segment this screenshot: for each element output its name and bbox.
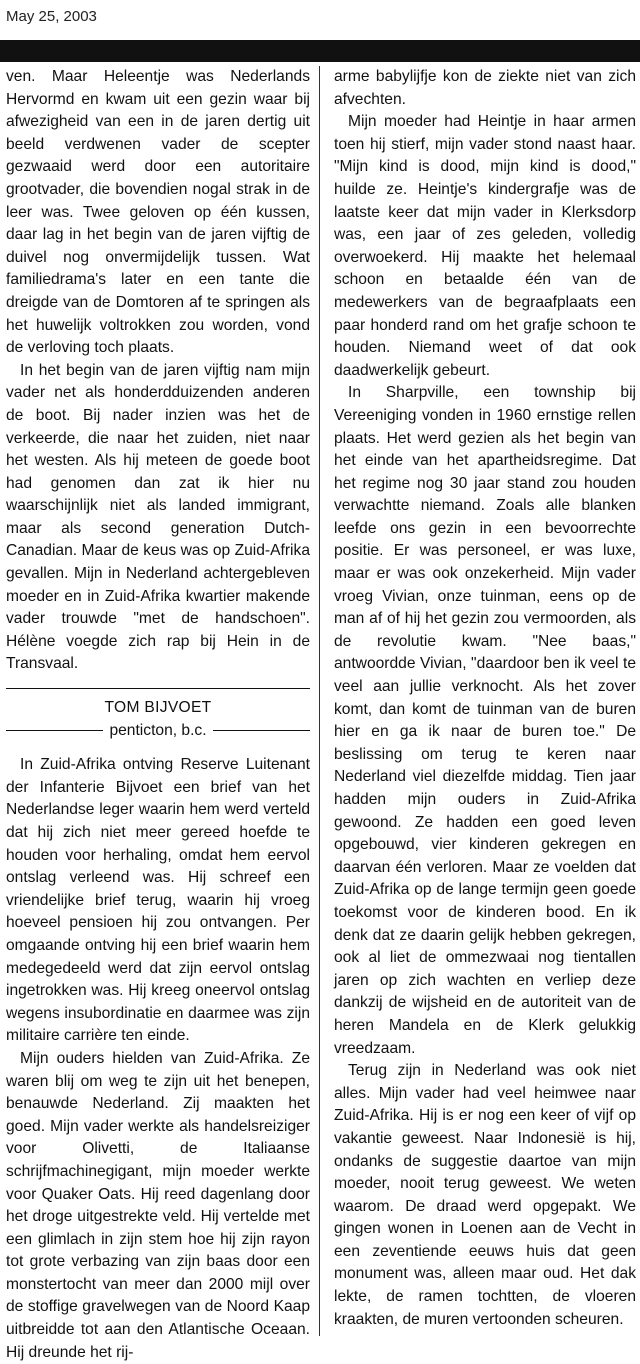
left-column bbox=[6, 66, 310, 1364]
paragraph: In het begin van de jaren vijftig nam mijn vader net als honderdduizenden anderen de boot. Bij nader inzien was het de verkeerde, die naar het zuiden, niet naar het westen. Als hij meteen de goede boot had genomen dan zat ik hier nu waarschijnlijk niet als landed immigrant, maar als second generation Dutch-Canadian. Maar de keus was op Zuid-Afrika gevallen. Mijn in Nederland achtergebleven moeder en in Zuid-Afrika kwartier makende vader trouwde "met de handschoen". Hélène voegde zich rap bij Hein in de Transvaal. bbox=[6, 361, 310, 673]
signature-rule bbox=[6, 688, 310, 689]
paragraph: In Sharpville, een township bij Vereeniging vonden in 1960 ernstige rellen plaats. Het werd gezien als het begin van het einde van het apartheidsregime. Dat het regime nog 30 jaar stand zou houden verwachtte niemand. Zoals alle blanken leefde ons gezin in een bevoorrechte positie. Er was personeel, er was luxe, maar er was ook onzekerheid. Mijn vader vroeg Vivian, onze tuinman, eens op de man af of hij het gezin zou vermoorden, als de revolutie kwam. "Nee baas," antwoordde Vivian, "daardoor ben ik veel te veel aan jullie verknocht. Als het zover komt, dan komt de tuinman van de buren hier en ga ik naar de buren toe." De beslissing om terug te keren naar Nederland viel diezelfde middag. Tien jaar hadden mijn ouders in Zuid-Afrika gewoond. Ze hadden een goed leven opgebouwd, vier kinderen gekregen en daarvan één verloren. Maar ze voelden dat Zuid-Afrika op de lange termijn geen goede toekomst voor de kinderen bood. En ik denk dat ze daarin gelijk hebben gekregen, ook al liet de ommezwaai nog tientallen jaren op zich wachten en verliep deze dankzij de wijsheid en de autoriteit van de heren Mandela en de Klerk gelukkig vreedzaam. bbox=[334, 384, 636, 1057]
paragraph: arme babylijfje kon de ziekte niet van zich afvechten. bbox=[334, 68, 636, 108]
signature-rule-left bbox=[6, 730, 103, 731]
header-black-bar bbox=[0, 40, 640, 62]
column-divider bbox=[319, 66, 320, 1336]
author-name: TOM BIJVOET bbox=[104, 699, 212, 717]
paragraph: Mijn ouders hielden van Zuid-Afrika. Ze waren blij om weg te zijn uit het benepen, benauwde Nederland. Zij maakten het goed. Mijn vader werkte als handelsreiziger voor Olivetti, de Italiaanse schrijfmachinegigant, mijn moeder werkte voor Quaker Oats. Hij reed dagenlang door het droge uitgestrekte veld. Hij vertelde met een glimlach in zijn stem hoe hij zijn rayon tot grote verbazing van zijn baas door een monstertocht van meer dan 2000 mijl over de stoffige gravelwegen van de Noord Kaap uitbreidde tot aan den Atlantische Oceaan. Hij dreunde het rij- bbox=[6, 1049, 310, 1361]
author-place-row bbox=[6, 720, 310, 743]
signature-rule-right bbox=[213, 730, 310, 731]
paragraph: In Zuid-Afrika ontving Reserve Luitenant der Infanterie Bijvoet een brief van het Nederlandse leger waarin hem werd verteld dat hij zich niet meer gereed hoefde te houden voor herhaling, omdat hem eervol ontslag verleend was. Hij schreef een vriendelijke brief terug, waarin hij vroeg hoeveel pensioen hij zou ontvangen. Per omgaande ontving hij een brief waarin hem medegedeeld werd dat zijn eervol ontslag ingetrokken was. Hij kreeg oneervol ontslag wegens insubordinatie en daarmee was zijn militaire carrière ten einde. bbox=[6, 756, 310, 1045]
right-column bbox=[334, 66, 636, 1331]
paragraph: ven. Maar Heleentje was Nederlands Hervormd en kwam uit een gezin waar bij afwezigheid van een in de jaren dertig uit beeld verdwenen vader de scepter gezwaaid werd door een autoritaire grootvader, die bovendien nogal strak in de leer was. Twee geloven op één kussen, daar lag in het begin van de jaren vijftig de duivel nog onvermijdelijk tussen. Wat familiedrama's later en een tante die dreigde van de Domtoren af te springen als het huwelijk voltrokken zou worden, vond de verloving toch plaats. bbox=[6, 68, 310, 357]
author-signature bbox=[6, 688, 310, 742]
paragraph: Terug zijn in Nederland was ook niet alles. Mijn vader had veel heimwee naar Zuid-Afrika. Hij is er nog een keer of vijf op vakantie geweest. Naar Indonesië is hij, ondanks de suggestie daartoe van mijn moeder, nooit terug geweest. We weten waarom. De draad werd opgepakt. We gingen wonen in Loenen aan de Vecht in een zeventiende eeuws huis dat geen monument was, alleen maar oud. Het dak lekte, de ramen tochtten, de vloeren kraakten, de muren vertoonden scheuren. bbox=[334, 1062, 636, 1328]
publication-date: May 25, 2003 bbox=[6, 8, 97, 25]
paragraph: Mijn moeder had Heintje in haar armen toen hij stierf, mijn vader stond naast haar. "Mijn kind is dood, mijn kind is dood," huilde ze. Heintje's kindergrafje was de laatste keer dat mijn vader in Klerksdorp was, een jaar of zes geleden, volledig overwoekerd. Hij maakte het helemaal schoon en betaalde één van de medewerkers van de begraafplaats een paar honderd rand om het grafje schoon te houden. Niemand weet of dat ook daadwerkelijk gebeurt. bbox=[334, 113, 636, 379]
author-place: penticton, b.c. bbox=[109, 721, 207, 739]
